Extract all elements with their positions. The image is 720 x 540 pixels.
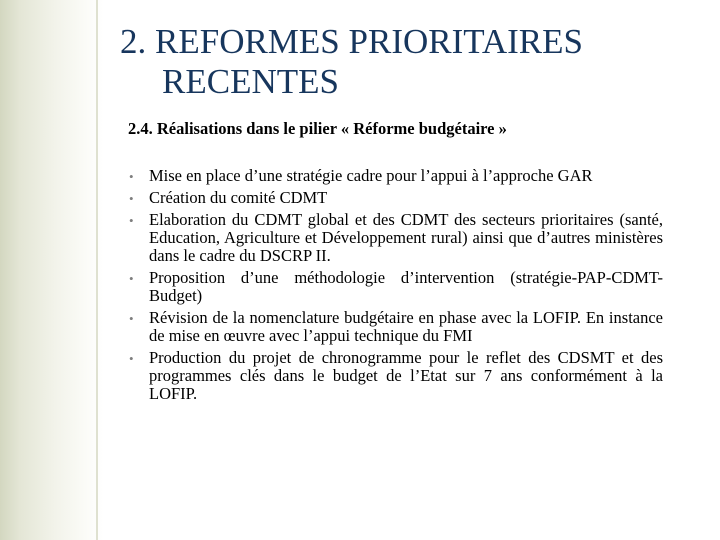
bullet-text: Révision de la nomenclature budgétaire en phase avec la LOFIP. En instance de mise en œuvre avec l’appui technique du FMI <box>149 308 663 345</box>
bullet-dot-icon: • <box>129 311 134 326</box>
bullet-item <box>129 166 663 185</box>
bullet-item <box>129 188 663 207</box>
bullet-item <box>129 348 663 403</box>
slide-decorative-border <box>0 0 104 540</box>
bullet-list <box>129 166 663 407</box>
slide-border-line <box>96 0 98 540</box>
bullet-item <box>129 210 663 265</box>
slide-subtitle: 2.4. Réalisations dans le pilier « Réforme budgétaire » <box>128 119 507 138</box>
slide-title-line-2: RECENTES <box>162 62 339 101</box>
bullet-text: Proposition d’une méthodologie d’intervention (stratégie-PAP-CDMT-Budget) <box>149 268 663 305</box>
bullet-item <box>129 308 663 345</box>
bullet-dot-icon: • <box>129 351 134 366</box>
slide-title-line-1: 2. REFORMES PRIORITAIRES <box>120 22 583 61</box>
bullet-dot-icon: • <box>129 271 134 286</box>
bullet-dot-icon: • <box>129 191 134 206</box>
bullet-text: Mise en place d’une stratégie cadre pour l’appui à l’approche GAR <box>149 166 593 185</box>
slide-title <box>120 22 583 102</box>
bullet-dot-icon: • <box>129 213 134 228</box>
bullet-text: Création du comité CDMT <box>149 188 328 207</box>
bullet-text: Production du projet de chronogramme pour le reflet des CDSMT et des programmes clés dans le budget de l’Etat sur 7 ans conformément à la LOFIP. <box>149 348 663 403</box>
bullet-dot-icon: • <box>129 169 134 184</box>
bullet-text: Elaboration du CDMT global et des CDMT des secteurs prioritaires (santé, Education, Agriculture et Développement rural) ainsi que d’autres ministères dans le cadre du DSCRP II. <box>149 210 663 265</box>
bullet-item <box>129 268 663 305</box>
